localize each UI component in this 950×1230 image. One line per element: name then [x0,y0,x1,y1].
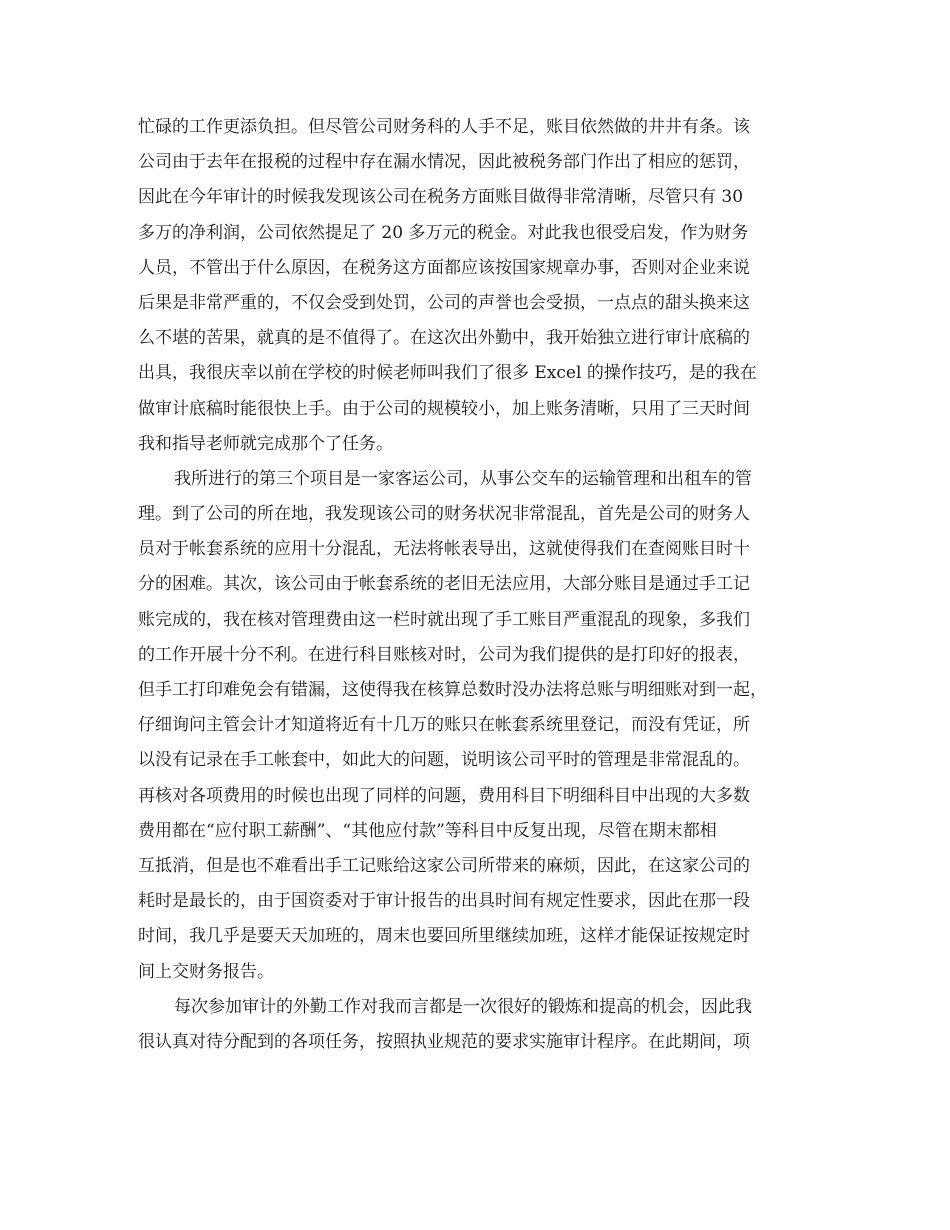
paragraph-1 [138,110,820,462]
text-line: 后果是非常严重的，不仅会受到处罚，公司的声誉也会受损，一点点的甜头换来这 [138,292,750,313]
text-line: 间上交财务报告。 [138,961,274,982]
text-line: 耗时是最长的，由于国资委对于审计报告的出具时间有规定性要求，因此在那一段 [138,891,750,912]
text-line: 很认真对待分配到的各项任务，按照执业规范的要求实施审计程序。在此期间，项 [138,1031,750,1052]
text-line: 人员，不管出于什么原因，在税务这方面都应该按国家规章办事，否则对企业来说 [138,257,750,278]
text-line: 么不堪的苦果，就真的是不值得了。在这次出外勤中，我开始独立进行审计底稿的 [138,328,750,349]
text-line: 做审计底稿时能很快上手。由于公司的规模较小，加上账务清晰，只用了三天时间 [138,398,750,419]
text-line: 分的困难。其次，该公司由于帐套系统的老旧无法应用，大部分账目是通过手工记 [138,574,750,595]
text-line: 时间，我几乎是要天天加班的，周末也要回所里继续加班，这样才能保证按规定时 [138,926,750,947]
paragraph-3 [138,990,820,1060]
text-line: 出具，我很庆幸以前在学校的时候老师叫我们了很多 Excel 的操作技巧，是的我在 [138,363,757,384]
text-line: 互抵消，但是也不难看出手工记账给这家公司所带来的麻烦，因此，在这家公司的 [138,855,750,876]
text-line: 忙碌的工作更添负担。但尽管公司财务科的人手不足，账目依然做的井井有条。该 [138,117,750,137]
document-body [138,110,820,1060]
text-line: 的工作开展十分不利。在进行科目账核对时，公司为我们提供的是打印好的报表， [138,644,750,665]
text-line-indented: 我所进行的第三个项目是一家客运公司，从事公交车的运输管理和出租车的管 [174,468,752,489]
text-line: 理。到了公司的所在地，我发现该公司的财务状况非常混乱，首先是公司的财务人 [138,504,750,525]
text-line: 仔细询问主管会计才知道将近有十几万的账只在帐套系统里登记，而没有凭证，所 [138,715,750,736]
text-line: 以没有记录在手工帐套中，如此大的问题，说明该公司平时的管理是非常混乱的。 [138,750,750,771]
text-line: 因此在今年审计的时候我发现该公司在税务方面账目做得非常清晰，尽管只有 30 [138,187,744,208]
text-line: 再核对各项费用的时候也出现了同样的问题，费用科目下明细科目中出现的大多数 [138,785,750,806]
text-line: 费用都在“应付职工薪酬”、“其他应付款”等科目中反复出现，尽管在期末都相 [138,820,717,841]
text-line: 员对于帐套系统的应用十分混乱，无法将帐表导出，这就使得我们在查阅账目时十 [138,539,750,560]
text-line: 账完成的，我在核对管理费由这一栏时就出现了手工账目严重混乱的现象，多我们 [138,609,750,630]
paragraph-2 [138,462,820,990]
text-line: 但手工打印难免会有错漏，这使得我在核算总数时没办法将总账与明细账对到一起， [138,680,767,700]
text-line: 多万的净利润，公司依然提足了 20 多万元的税金。对此我也很受启发，作为财务 [138,222,749,243]
text-line-indented: 每次参加审计的外勤工作对我而言都是一次很好的锻炼和提高的机会，因此我 [174,996,752,1017]
text-line: 公司由于去年在报税的过程中存在漏水情况，因此被税务部门作出了相应的惩罚， [138,152,750,173]
text-line: 我和指导老师就完成那个了任务。 [138,433,393,454]
